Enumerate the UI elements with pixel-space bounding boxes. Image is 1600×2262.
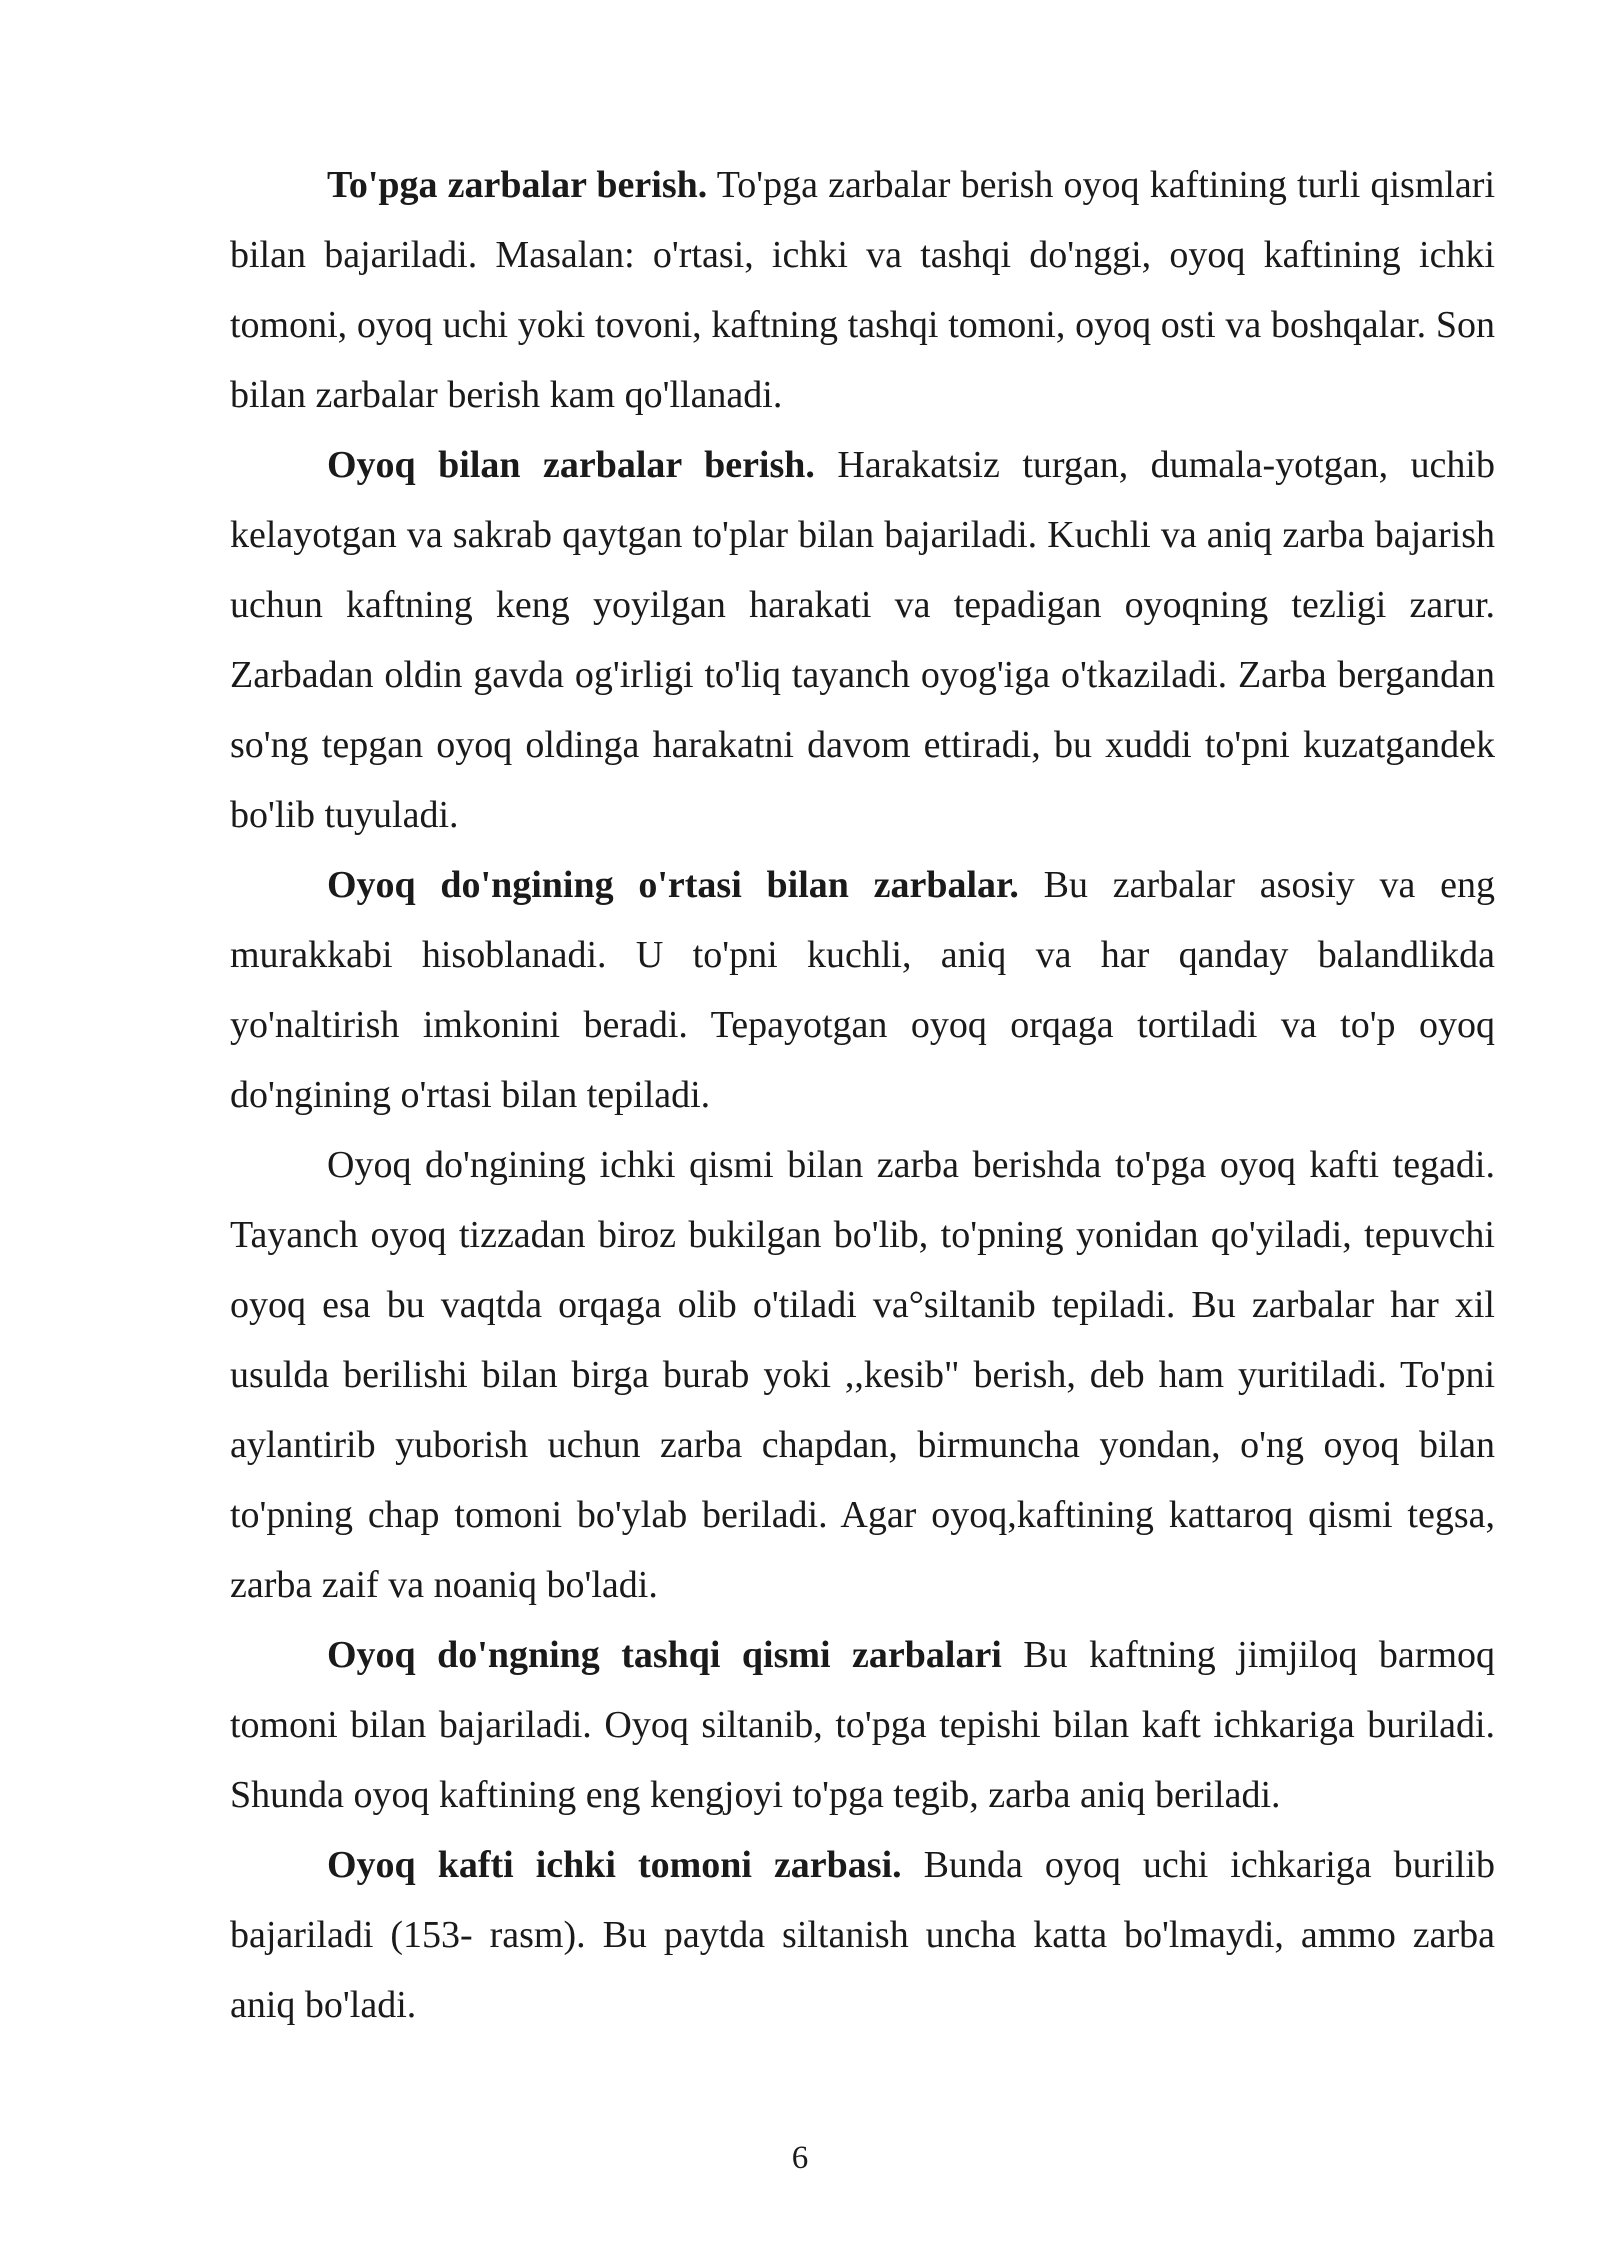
document-body bbox=[230, 150, 1495, 2040]
paragraph-text: Oyoq do'ngining ichki qismi bilan zarba berishda to'pga oyoq kafti tegadi. Tayanch oyoq tizzadan biroz bukilgan bo'lib, to'pning yonidan qo'yiladi, tepuvchi oyoq esa bu vaqtda orqaga olib o'tiladi va°siltanib tepiladi. Bu zarbalar har xil usulda berilishi bilan birga burab yoki ,,kesib" berish, deb ham yuritiladi. To'pni aylantirib yuborish uchun zarba chapdan, birmuncha yondan, o'ng oyoq bilan to'pning chap tomoni bo'ylab beriladi. Agar oyoq,kaftining kattaroq qismi tegsa, zarba zaif va noaniq bo'ladi. bbox=[230, 1144, 1495, 1606]
paragraph-heading: Oyoq do'ngning tashqi qismi zarbalari bbox=[327, 1634, 1002, 1676]
paragraph-heading: Oyoq kafti ichki tomoni zarbasi. bbox=[327, 1844, 902, 1886]
paragraph-heading: Oyoq bilan zarbalar berish. bbox=[327, 444, 815, 486]
paragraph-dongining-ichki-qismi bbox=[230, 1130, 1495, 1620]
paragraph-text: Bu kaftning jimjiloq barmoq tomoni bilan bajariladi. Oyoq siltanib, to'pga tepishi bilan kaft ichkariga buriladi. Shunda oyoq kaftining eng kengjoyi to'pga tegib, zarba aniq beriladi. bbox=[230, 1634, 1495, 1816]
paragraph-heading: To'pga zarbalar berish. bbox=[327, 164, 708, 206]
paragraph-text: Bunda oyoq uchi ichkariga burilib bajariladi (153- rasm). Bu paytda siltanish uncha katta bo'lmaydi, ammo zarba aniq bo'ladi. bbox=[230, 1844, 1495, 2026]
paragraph-topga-zarbalar bbox=[230, 150, 1495, 430]
paragraph-dongining-ortasi bbox=[230, 850, 1495, 1130]
paragraph-text: To'pga zarbalar berish oyoq kaftining turli qismlari bilan bajariladi. Masalan: o'rtasi, ichki va tashqi do'nggi, oyoq kaftining ichki tomoni, oyoq uchi yoki tovoni, kaftning tashqi tomoni, oyoq osti va boshqalar. Son bilan zarbalar berish kam qo'llanadi. bbox=[230, 164, 1496, 416]
paragraph-kafti-ichki-tomoni bbox=[230, 1830, 1495, 2040]
paragraph-tashqi-qismi bbox=[230, 1620, 1495, 1830]
paragraph-text: Harakatsiz turgan, dumala-yotgan, uchib kelayotgan va sakrab qaytgan to'plar bilan bajariladi. Kuchli va aniq zarba bajarish uchun kaftning keng yoyilgan harakati va tepadigan oyoqning tezligi zarur. Zarbadan oldin gavda og'irligi to'liq tayanch oyog'iga o'tkaziladi. Zarba bergandan so'ng tepgan oyoq oldinga harakatni davom ettiradi, bu xuddi to'pni kuzatgandek bo'lib tuyuladi. bbox=[230, 444, 1495, 836]
paragraph-heading: Oyoq do'ngining o'rtasi bilan zarbalar. bbox=[327, 864, 1019, 906]
paragraph-oyoq-bilan-zarbalar bbox=[230, 430, 1495, 850]
page-number: 6 bbox=[791, 2140, 809, 2176]
paragraph-text: Bu zarbalar asosiy va eng murakkabi hisoblanadi. U to'pni kuchli, aniq va har qanday balandlikda yo'naltirish imkonini beradi. Tepayotgan oyoq orqaga tortiladi va to'p oyoq do'ngining o'rtasi bilan tepiladi. bbox=[230, 864, 1495, 1116]
